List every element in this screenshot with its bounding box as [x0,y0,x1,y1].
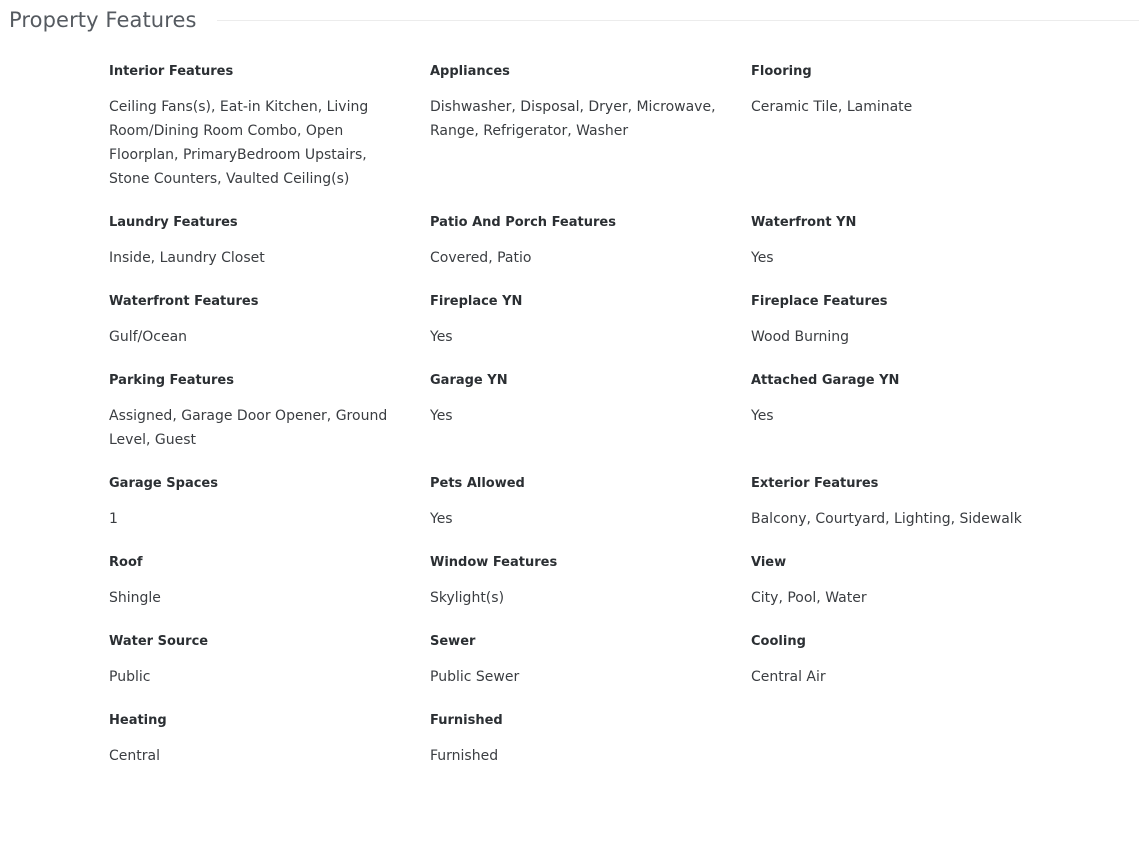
feature-label: Pets Allowed [430,476,525,491]
feature-attached-garage-yn [751,372,1072,475]
feature-value: City, Pool, Water [751,590,867,606]
feature-waterfront-yn [751,214,1072,293]
feature-label: Heating [109,713,167,728]
feature-label: Roof [109,555,143,570]
feature-label: Laundry Features [109,215,238,230]
feature-label: Exterior Features [751,476,879,491]
feature-value: Central [109,748,160,764]
feature-label: Fireplace Features [751,294,888,309]
feature-value: Ceiling Fans(s), Eat-in Kitchen, Living Room/Dining Room Combo, Open Floorplan, PrimaryBedroom Upstairs, Stone Counters, Vaulted Ceiling(s) [109,99,369,187]
feature-window-features [430,554,751,633]
feature-value: Wood Burning [751,329,849,345]
section-header [9,4,1139,36]
feature-interior-features [109,63,430,214]
feature-label: Sewer [430,634,476,649]
feature-furnished [430,712,751,791]
feature-label: Garage YN [430,373,508,388]
feature-value: Assigned, Garage Door Opener, Ground Level, Guest [109,408,388,448]
feature-fireplace-yn [430,293,751,372]
feature-value: Ceramic Tile, Laminate [751,99,913,115]
section-divider [217,20,1139,21]
feature-label: Appliances [430,64,510,79]
feature-heating [109,712,430,791]
feature-value: Yes [751,250,774,266]
section-title: Property Features [9,8,197,32]
feature-sewer [430,633,751,712]
feature-label: Furnished [430,713,503,728]
feature-value: Dishwasher, Disposal, Dryer, Microwave, Range, Refrigerator, Washer [430,99,716,139]
feature-value: Public Sewer [430,669,520,685]
feature-value: Yes [430,511,453,527]
feature-value: 1 [109,511,118,527]
feature-label: Waterfront Features [109,294,259,309]
feature-garage-spaces [109,475,430,554]
feature-value: Yes [430,329,453,345]
feature-label: Flooring [751,64,812,79]
feature-patio-porch-features [430,214,751,293]
feature-garage-yn [430,372,751,475]
feature-roof [109,554,430,633]
feature-parking-features [109,372,430,475]
feature-value: Yes [430,408,453,424]
feature-label: Patio And Porch Features [430,215,616,230]
feature-value: Yes [751,408,774,424]
feature-value: Balcony, Courtyard, Lighting, Sidewalk [751,511,1022,527]
feature-flooring [751,63,1072,214]
feature-label: Attached Garage YN [751,373,900,388]
feature-label: View [751,555,787,570]
feature-pets-allowed [430,475,751,554]
feature-value: Gulf/Ocean [109,329,188,345]
feature-fireplace-features [751,293,1072,372]
feature-label: Fireplace YN [430,294,523,309]
features-grid [109,63,1072,791]
feature-value: Skylight(s) [430,590,505,606]
feature-view [751,554,1072,633]
feature-label: Cooling [751,634,806,649]
feature-value: Furnished [430,748,499,764]
feature-label: Window Features [430,555,558,570]
feature-label: Waterfront YN [751,215,857,230]
feature-value: Covered, Patio [430,250,532,266]
feature-cooling [751,633,1072,712]
feature-label: Water Source [109,634,209,649]
feature-label: Interior Features [109,64,234,79]
feature-label: Garage Spaces [109,476,218,491]
feature-label: Parking Features [109,373,234,388]
feature-waterfront-features [109,293,430,372]
feature-value: Public [109,669,151,685]
feature-water-source [109,633,430,712]
feature-laundry-features [109,214,430,293]
feature-value: Central Air [751,669,826,685]
feature-value: Inside, Laundry Closet [109,250,265,266]
feature-exterior-features [751,475,1072,554]
feature-value: Shingle [109,590,161,606]
feature-appliances [430,63,751,214]
